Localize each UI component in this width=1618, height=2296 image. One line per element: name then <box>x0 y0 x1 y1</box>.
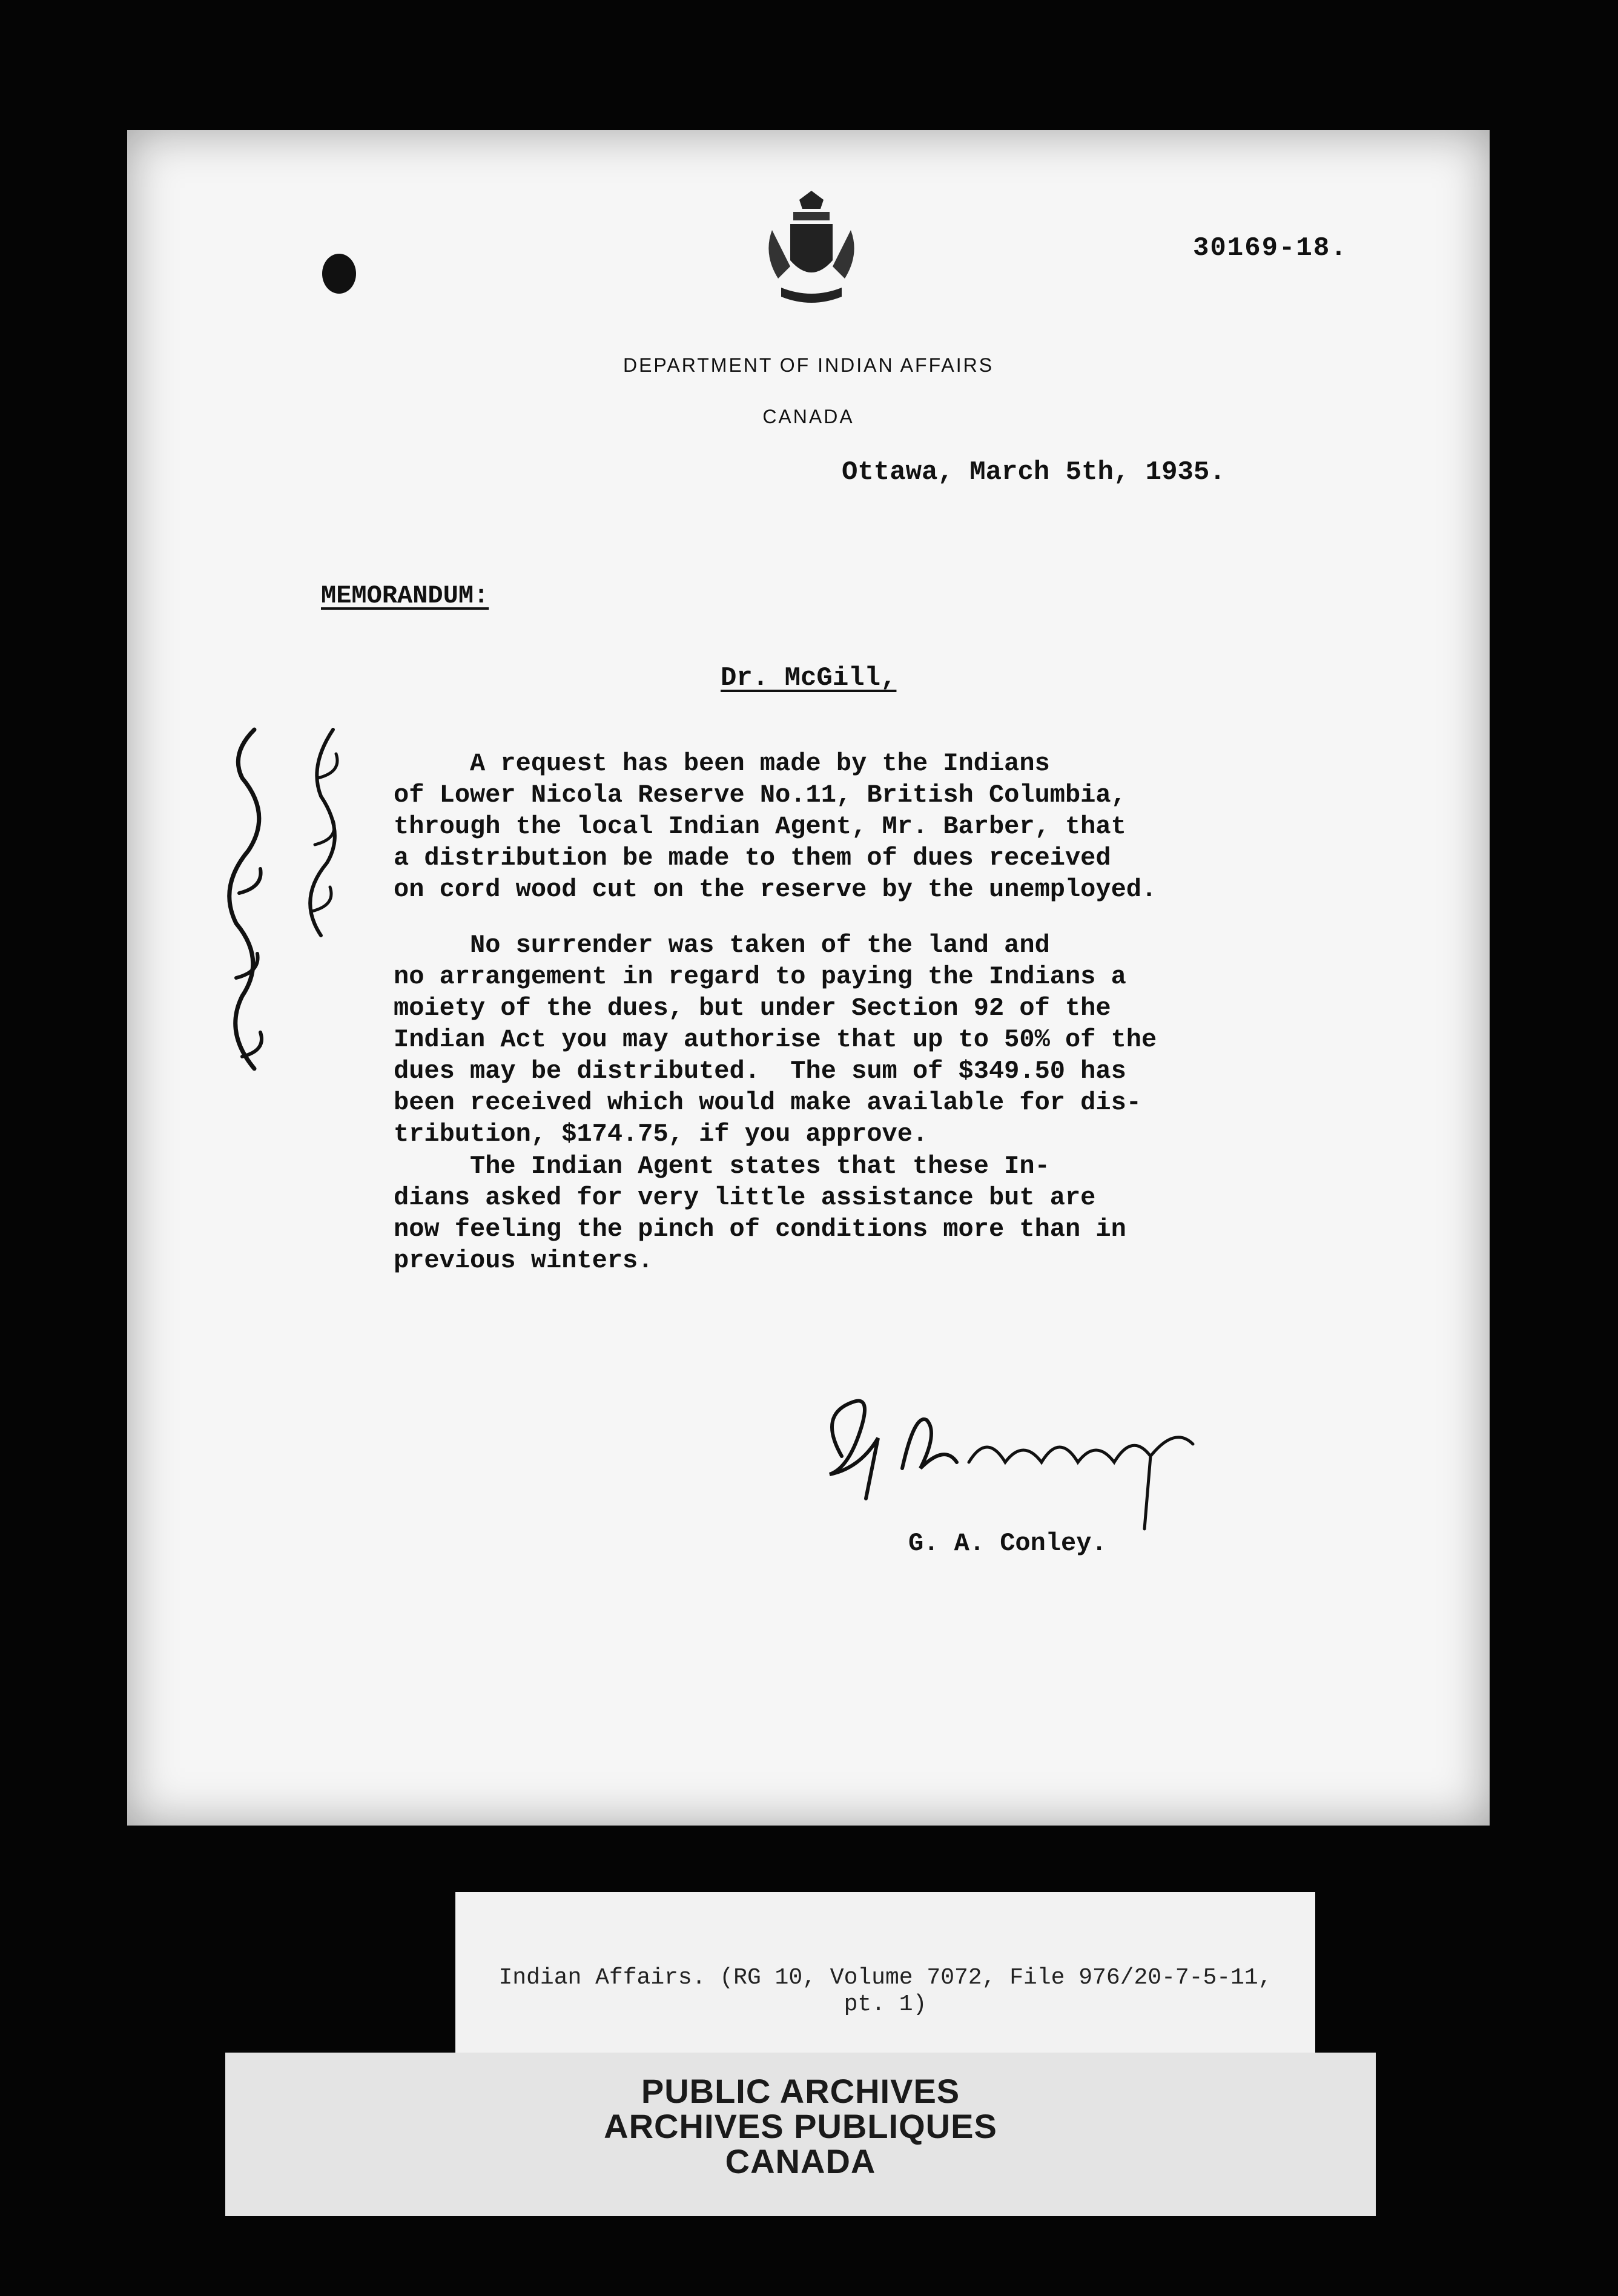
archives-line-3: CANADA <box>725 2142 876 2180</box>
memo-heading: MEMORANDUM: <box>321 581 489 610</box>
paragraph-3 <box>394 1150 1126 1276</box>
paragraph-line: on cord wood cut on the reserve by the unemployed. <box>394 875 1157 904</box>
paragraph-line: dues may be distributed. The sum of $349.50 has <box>394 1057 1126 1086</box>
paragraph-line: of Lower Nicola Reserve No.11, British Columbia, <box>394 780 1126 810</box>
signer-name: G. A. Conley. <box>908 1529 1107 1558</box>
coat-of-arms-icon <box>757 188 866 321</box>
archives-stamp-card <box>225 2053 1376 2216</box>
dateline: Ottawa, March 5th, 1935. <box>842 457 1226 487</box>
archives-stamp-text <box>225 2074 1376 2179</box>
paragraph-line: The Indian Agent states that these In- <box>394 1152 1050 1181</box>
archives-line-1: PUBLIC ARCHIVES <box>641 2072 960 2110</box>
file-number: 30169-18. <box>1193 233 1348 263</box>
paragraph-line: dians asked for very little assistance but are <box>394 1183 1096 1212</box>
paragraph-line: been received which would make available for dis- <box>394 1088 1142 1117</box>
paragraph-2 <box>394 929 1157 1150</box>
archives-line-2: ARCHIVES PUBLIQUES <box>604 2107 997 2145</box>
paragraph-line: A request has been made by the Indians <box>394 749 1050 778</box>
paragraph-1 <box>394 748 1157 905</box>
handwritten-approval-note <box>200 693 363 1087</box>
paragraph-line: no arrangement in regard to paying the Indians a <box>394 962 1126 991</box>
paragraph-line: now feeling the pinch of conditions more than in <box>394 1215 1126 1244</box>
paragraph-line: tribution, $174.75, if you approve. <box>394 1120 928 1149</box>
paragraph-line: No surrender was taken of the land and <box>394 931 1050 960</box>
paragraph-line: previous winters. <box>394 1246 653 1275</box>
reference-line-2: pt. 1) <box>844 1991 927 2017</box>
reference-text <box>471 1965 1300 2018</box>
department-country: CANADA <box>762 406 854 427</box>
ink-blot <box>315 248 363 297</box>
paragraph-line: moiety of the dues, but under Section 92 of the <box>394 994 1111 1023</box>
paragraph-line: Indian Act you may authorise that up to 50% of the <box>394 1025 1157 1054</box>
department-name: DEPARTMENT OF INDIAN AFFAIRS <box>622 354 994 376</box>
reference-line-1: Indian Affairs. (RG 10, Volume 7072, File 976/20-7-5-11, <box>498 1965 1272 1991</box>
memo-page <box>127 130 1490 1826</box>
paragraph-line: through the local Indian Agent, Mr. Barber, that <box>394 812 1126 841</box>
addressee: Dr. McGill, <box>721 663 897 693</box>
handwritten-signature <box>805 1377 1241 1535</box>
paragraph-line: a distribution be made to them of dues received <box>394 843 1111 873</box>
reference-card <box>455 1892 1315 2065</box>
